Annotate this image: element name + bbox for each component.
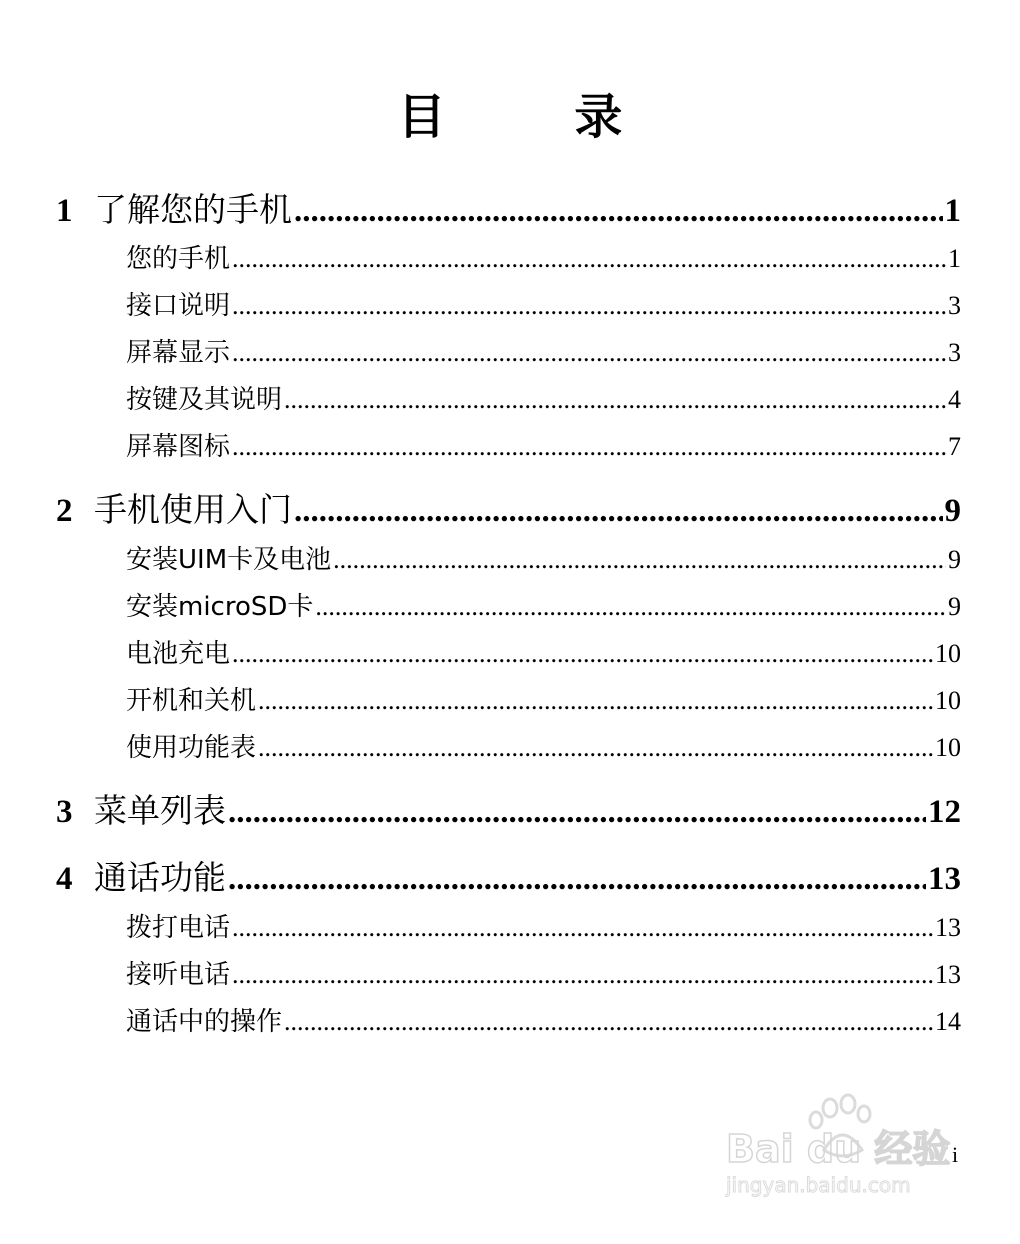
section-title: 您的手机 bbox=[126, 244, 231, 274]
toc-section[interactable] bbox=[126, 729, 961, 767]
dot-leader bbox=[333, 541, 946, 579]
page-number: 12 bbox=[928, 794, 961, 830]
toc-chapter-4[interactable] bbox=[56, 856, 961, 901]
section-title: 安装microSD卡 bbox=[126, 592, 314, 622]
dot-leader bbox=[294, 189, 943, 233]
page-number: 13 bbox=[935, 913, 961, 942]
watermark-text: Bai du 经验 bbox=[726, 1127, 951, 1171]
dot-leader bbox=[232, 240, 946, 278]
toc-section[interactable] bbox=[126, 909, 961, 947]
section-title: 使用功能表 bbox=[126, 733, 257, 763]
toc-section[interactable] bbox=[126, 428, 961, 466]
section-title: 通话中的操作 bbox=[126, 1007, 283, 1037]
paw-toe-icon bbox=[810, 1112, 822, 1128]
dot-leader bbox=[232, 635, 933, 673]
page-number: 9 bbox=[944, 493, 961, 529]
chapter-number: 1 bbox=[56, 193, 73, 229]
page-number: 13 bbox=[928, 861, 961, 897]
paw-toe-icon bbox=[841, 1095, 855, 1113]
chapter-title: 菜单列表 bbox=[94, 791, 226, 830]
section-title: 拨打电话 bbox=[126, 913, 231, 943]
toc-section[interactable] bbox=[126, 240, 961, 278]
chapter-number: 3 bbox=[56, 794, 73, 830]
page-number: 10 bbox=[935, 639, 961, 668]
chapter-number: 4 bbox=[56, 861, 73, 897]
watermark-url: jingyan.baidu.com bbox=[726, 1173, 911, 1197]
toc-section[interactable] bbox=[126, 956, 961, 994]
toc-section[interactable] bbox=[126, 588, 961, 626]
section-title: 按键及其说明 bbox=[126, 385, 283, 415]
dot-leader bbox=[258, 682, 933, 720]
page-number: 4 bbox=[948, 385, 961, 414]
dot-leader bbox=[294, 489, 943, 533]
page-number: 13 bbox=[935, 960, 961, 989]
page-number: 3 bbox=[948, 338, 961, 367]
page-number: 9 bbox=[948, 545, 961, 574]
toc-chapter-2[interactable] bbox=[56, 488, 961, 533]
dot-leader bbox=[232, 428, 946, 466]
dot-leader bbox=[232, 334, 946, 372]
page-number: 14 bbox=[935, 1007, 961, 1036]
dot-leader bbox=[228, 857, 926, 901]
page-number: 10 bbox=[935, 733, 961, 762]
dot-leader bbox=[232, 956, 933, 994]
footer-page-number: i bbox=[952, 1142, 959, 1167]
toc-section[interactable] bbox=[126, 635, 961, 673]
page-number: 9 bbox=[948, 592, 961, 621]
dot-leader bbox=[284, 1003, 933, 1041]
page-number: 1 bbox=[948, 244, 961, 273]
dot-leader bbox=[284, 381, 946, 419]
section-title: 电池充电 bbox=[126, 639, 231, 669]
dot-leader bbox=[232, 909, 933, 947]
section-title: 接口说明 bbox=[126, 291, 231, 321]
toc-chapter-1[interactable] bbox=[56, 188, 961, 233]
dot-leader bbox=[258, 729, 933, 767]
toc-section[interactable] bbox=[126, 541, 961, 579]
section-title: 接听电话 bbox=[126, 960, 231, 990]
toc-section[interactable] bbox=[126, 334, 961, 372]
toc-section[interactable] bbox=[126, 1003, 961, 1041]
paw-toe-icon bbox=[858, 1106, 870, 1122]
toc-section[interactable] bbox=[126, 287, 961, 325]
section-title: 屏幕图标 bbox=[126, 432, 231, 462]
page-number: 7 bbox=[948, 432, 961, 461]
paw-toe-icon bbox=[823, 1099, 837, 1117]
toc-chapter-3[interactable] bbox=[56, 789, 961, 834]
baidu-jingyan-watermark bbox=[724, 1090, 964, 1200]
dot-leader bbox=[228, 790, 926, 834]
page-number: 1 bbox=[944, 193, 961, 229]
section-title: 屏幕显示 bbox=[126, 338, 231, 368]
section-title: 安装UIM卡及电池 bbox=[126, 545, 332, 575]
page-number: 3 bbox=[948, 291, 961, 320]
page-number: 10 bbox=[935, 686, 961, 715]
section-title: 开机和关机 bbox=[126, 686, 257, 716]
chapter-title: 通话功能 bbox=[94, 858, 226, 897]
chapter-number: 2 bbox=[56, 493, 73, 529]
dot-leader bbox=[232, 287, 946, 325]
page-title: 目 录 bbox=[397, 89, 679, 145]
chapter-title: 手机使用入门 bbox=[94, 490, 292, 529]
toc-section[interactable] bbox=[126, 381, 961, 419]
dot-leader bbox=[315, 588, 946, 626]
chapter-title: 了解您的手机 bbox=[94, 190, 292, 229]
toc-section[interactable] bbox=[126, 682, 961, 720]
